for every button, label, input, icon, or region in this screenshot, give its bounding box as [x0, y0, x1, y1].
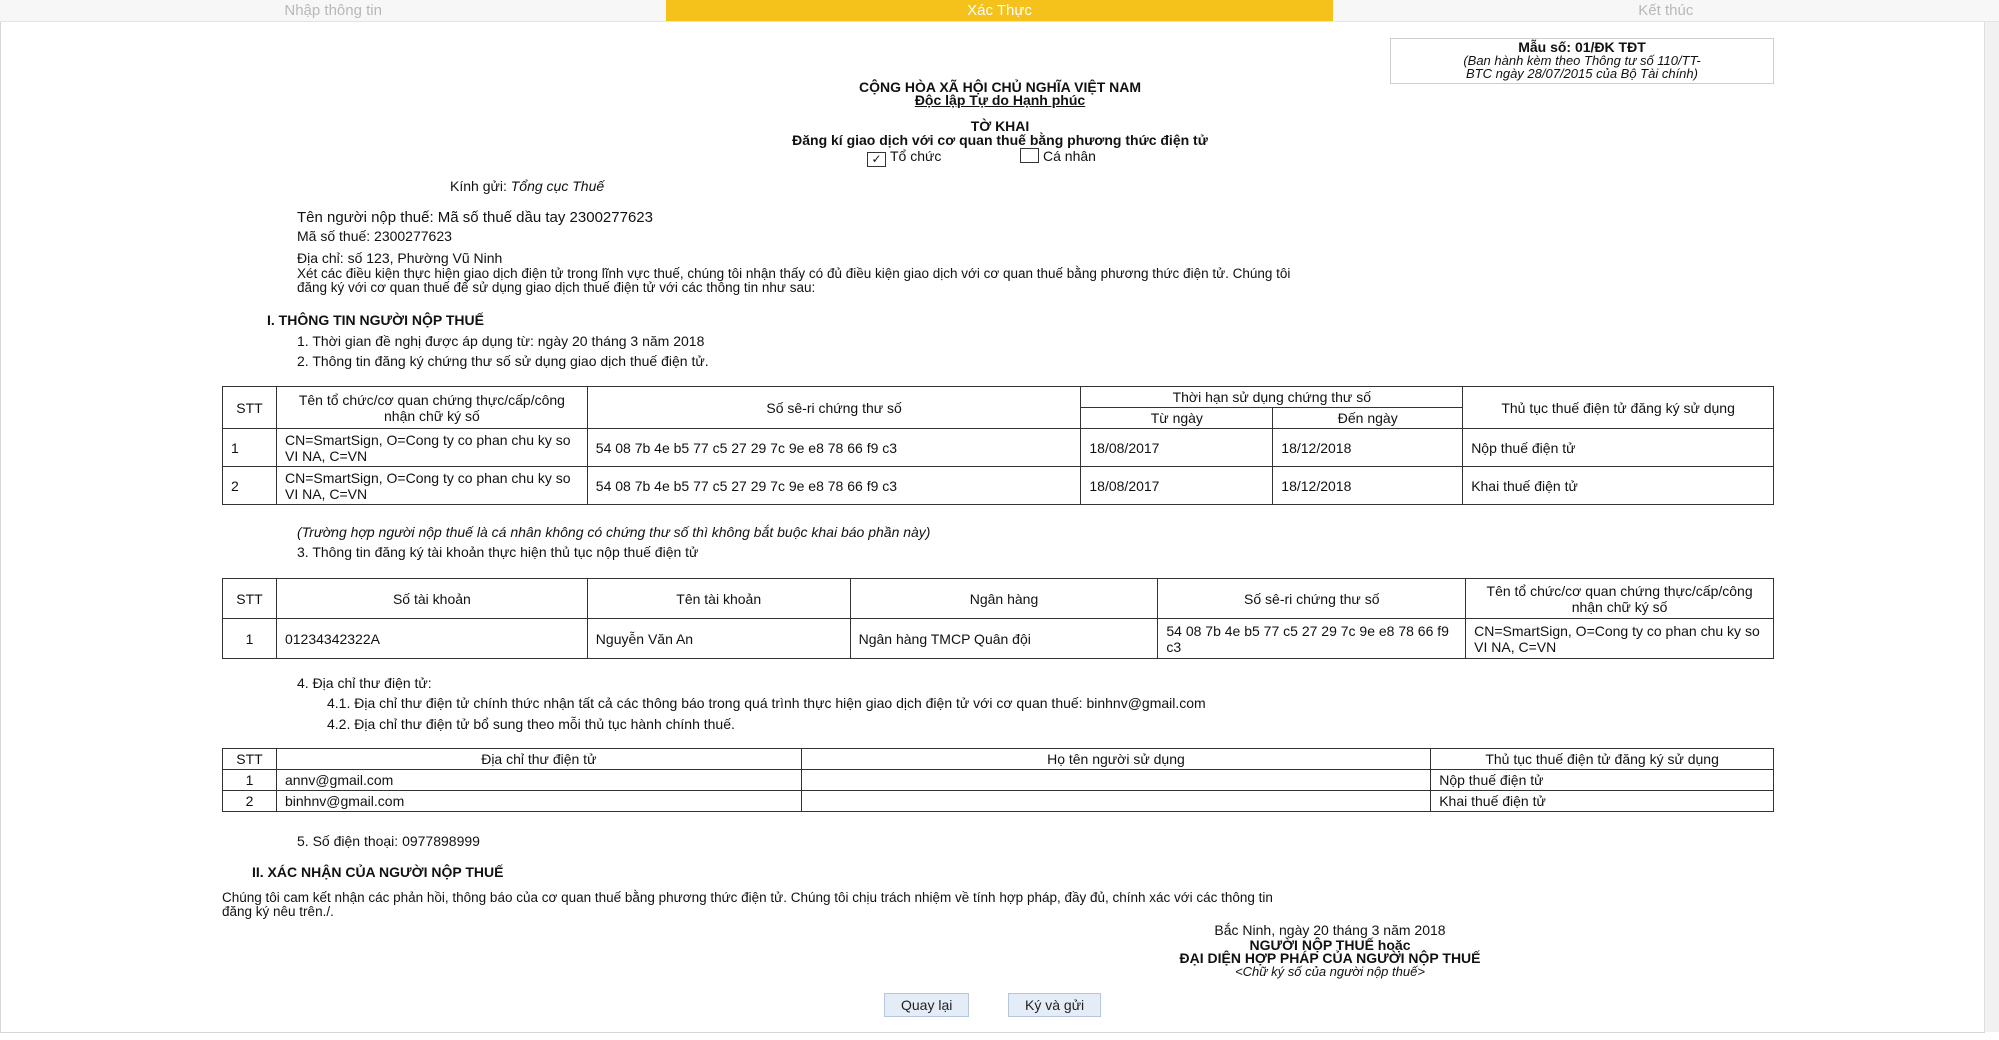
- cert-row1-to: 18/12/2018: [1273, 429, 1463, 467]
- cert-row2-procedure: Khai thuế điện tử: [1463, 467, 1774, 505]
- type-personal-option[interactable]: [1020, 148, 1096, 164]
- cert-row2-to: 18/12/2018: [1273, 467, 1463, 505]
- cert-row2-serial: 54 08 7b 4e b5 77 c5 27 29 7c 9e e8 78 66 f9 c3: [587, 467, 1081, 505]
- type-personal-label: Cá nhân: [1043, 148, 1096, 164]
- item3-title: 3. Thông tin đăng ký tài khoản thực hiện thủ tục nộp thuế điện tử: [297, 544, 699, 560]
- section1-item1: 1. Thời gian đề nghị được áp dụng từ: ngày 20 tháng 3 năm 2018: [297, 333, 705, 349]
- form-issuance-note-2: BTC ngày 28/07/2015 của Bộ Tài chính): [1466, 66, 1698, 81]
- checkbox-personal[interactable]: [1020, 148, 1039, 163]
- email-row1-user: [801, 770, 1431, 791]
- back-button[interactable]: Quay lại: [884, 993, 969, 1017]
- taxpayer-address: Địa chỉ: số 123, Phường Vũ Ninh: [297, 250, 503, 266]
- email-row1-address: annv@gmail.com: [276, 770, 801, 791]
- cert-row2-from: 18/08/2017: [1081, 467, 1273, 505]
- acct-header-name: Tên tài khoản: [587, 579, 850, 619]
- acct-row1-serial: 54 08 7b 4e b5 77 c5 27 29 7c 9e e8 78 66 f9 c3: [1158, 619, 1466, 659]
- declaration-title: TỜ KHAI: [970, 118, 1030, 134]
- section1-item2: 2. Thông tin đăng ký chứng thư số sử dụng giao dịch thuế điện tử.: [297, 353, 709, 369]
- item4-title: 4. Địa chỉ thư điện tử:: [297, 675, 432, 691]
- cert-header-to: Đến ngày: [1273, 408, 1463, 429]
- signature-hint: <Chữ ký số của người nộp thuế>: [1235, 964, 1425, 979]
- cert-row1-from: 18/08/2017: [1081, 429, 1273, 467]
- taxpayer-statement-1: Xét các điều kiện thực hiện giao dịch điện tử trong lĩnh vực thuế, chúng tôi nhận thấy có đủ điều kiện giao dịch với cơ quan thuế bằng phương thức điện tử. Chúng tôi: [297, 266, 1291, 281]
- form-issuance-note-1: (Ban hành kèm theo Thông tư số 110/TT-: [1463, 53, 1701, 68]
- cert-row2-org: CN=SmartSign, O=Cong ty co phan chu ky so VI NA, C=VN: [276, 467, 587, 505]
- national-motto: Độc lập Tự do Hạnh phúc: [914, 92, 1086, 108]
- cert-header-serial: Số sê-ri chứng thư số: [587, 387, 1081, 429]
- recipient-value: Tổng cục Thuế: [510, 178, 605, 194]
- email-row2-stt: 2: [223, 791, 277, 812]
- table-row: [223, 467, 1774, 505]
- form-code-box: [1390, 38, 1774, 84]
- cert-header-org: Tên tổ chức/cơ quan chứng thực/cấp/công nhận chữ ký số: [276, 387, 587, 429]
- email-row1-stt: 1: [223, 770, 277, 791]
- cert-row1-serial: 54 08 7b 4e b5 77 c5 27 29 7c 9e e8 78 66 f9 c3: [587, 429, 1081, 467]
- acct-row1-name: Nguyễn Văn An: [587, 619, 850, 659]
- acct-header-org: Tên tổ chức/cơ quan chứng thực/cấp/công nhận chữ ký số: [1466, 579, 1774, 619]
- taxpayer-tax-code: Mã số thuế: 2300277623: [297, 228, 452, 244]
- form-number: Mẫu số: 01/ĐK TĐT: [1518, 39, 1646, 55]
- step-verify: Xác Thực: [666, 0, 1332, 22]
- checkbox-org[interactable]: ✓: [867, 152, 886, 167]
- item4-sub2: 4.2. Địa chỉ thư điện tử bổ sung theo mỗi thủ tục hành chính thuế.: [327, 716, 735, 732]
- cert-header-from: Từ ngày: [1081, 408, 1273, 429]
- type-org-option[interactable]: [867, 148, 941, 167]
- email-row2-user: [801, 791, 1431, 812]
- acct-header-stt: STT: [223, 579, 277, 619]
- cert-header-procedure: Thủ tục thuế điện tử đăng ký sử dụng: [1463, 387, 1774, 429]
- national-title: CỘNG HÒA XÃ HỘI CHỦ NGHĨA VIỆT NAM: [858, 79, 1142, 95]
- acct-row1-bank: Ngân hàng TMCP Quân đội: [850, 619, 1158, 659]
- email-row2-procedure: Khai thuế điện tử: [1431, 791, 1774, 812]
- cert-header-stt: STT: [223, 387, 277, 429]
- email-header-user: Họ tên người sử dụng: [801, 749, 1431, 770]
- section2-text-2: đăng ký nêu trên./.: [222, 904, 334, 919]
- step-input-info: Nhập thông tin: [0, 0, 666, 22]
- signature-place-date: Bắc Ninh, ngày 20 tháng 3 năm 2018: [1214, 922, 1446, 938]
- taxpayer-name: Tên người nộp thuế: Mã số thuế dầu tay 2300277623: [297, 209, 653, 226]
- email-row2-address: binhnv@gmail.com: [276, 791, 801, 812]
- item4-sub1: 4.1. Địa chỉ thư điện tử chính thức nhận tất cả các thông báo trong quá trình thực hiện giao dịch điện tử với cơ quan thuế: binhnv@gmail.com: [327, 695, 1206, 711]
- email-header-procedure: Thủ tục thuế điện tử đăng ký sử dụng: [1431, 749, 1774, 770]
- cert-row1-stt: 1: [223, 429, 277, 467]
- certificate-table: [222, 386, 1774, 505]
- cert-header-period: Thời hạn sử dụng chứng thư số: [1081, 387, 1463, 408]
- acct-row1-number: 01234342322A: [276, 619, 587, 659]
- acct-row1-stt: 1: [223, 619, 277, 659]
- recipient-line: [450, 178, 604, 194]
- section1-title: I. THÔNG TIN NGƯỜI NỘP THUẾ: [267, 312, 484, 328]
- acct-row1-org: CN=SmartSign, O=Cong ty co phan chu ky so VI NA, C=VN: [1466, 619, 1774, 659]
- cert-row1-procedure: Nộp thuế điện tử: [1463, 429, 1774, 467]
- email-row1-procedure: Nộp thuế điện tử: [1431, 770, 1774, 791]
- step-progress-bar: [0, 0, 1999, 22]
- section2-text-1: Chúng tôi cam kết nhận các phản hồi, thông báo của cơ quan thuế bằng phương thức điện tử. Chúng tôi chịu trách nhiệm về tính hợp pháp, đầy đủ, chính xác với các thông tin: [222, 890, 1273, 905]
- vertical-scrollbar[interactable]: [1984, 22, 1999, 1032]
- signature-role-2: ĐẠI DIỆN HỢP PHÁP CỦA NGƯỜI NỘP THUẾ: [1179, 950, 1481, 966]
- sign-and-send-button[interactable]: Ký và gửi: [1008, 993, 1101, 1017]
- acct-header-number: Số tài khoản: [276, 579, 587, 619]
- taxpayer-statement-2: đăng ký với cơ quan thuế để sử dụng giao dịch thuế điện tử với các thông tin như sau:: [297, 280, 816, 295]
- certificate-note: (Trường hợp người nộp thuế là cá nhân không có chứng thư số thì không bắt buộc khai báo phần này): [297, 524, 931, 540]
- item5-phone: 5. Số điện thoại: 0977898999: [297, 833, 480, 849]
- table-row: [223, 619, 1774, 659]
- table-row: [223, 429, 1774, 467]
- section2-title: II. XÁC NHẬN CỦA NGƯỜI NỘP THUẾ: [252, 864, 504, 880]
- step-finish: Kết thúc: [1333, 0, 1999, 22]
- email-table: [222, 748, 1774, 812]
- recipient-label: Kính gửi:: [450, 178, 507, 194]
- email-header-address: Địa chỉ thư điện tử: [276, 749, 801, 770]
- table-row: [223, 791, 1774, 812]
- declaration-subtitle: Đăng kí giao dịch với cơ quan thuế bằng phương thức điện tử: [792, 132, 1208, 148]
- acct-header-bank: Ngân hàng: [850, 579, 1158, 619]
- cert-row1-org: CN=SmartSign, O=Cong ty co phan chu ky so VI NA, C=VN: [276, 429, 587, 467]
- email-header-stt: STT: [223, 749, 277, 770]
- cert-row2-stt: 2: [223, 467, 277, 505]
- account-table: [222, 578, 1774, 659]
- acct-header-serial: Số sê-ri chứng thư số: [1158, 579, 1466, 619]
- table-row: [223, 770, 1774, 791]
- type-org-label: Tổ chức: [890, 148, 942, 164]
- signature-role-1: NGƯỜI NỘP THUẾ hoặc: [1249, 937, 1411, 953]
